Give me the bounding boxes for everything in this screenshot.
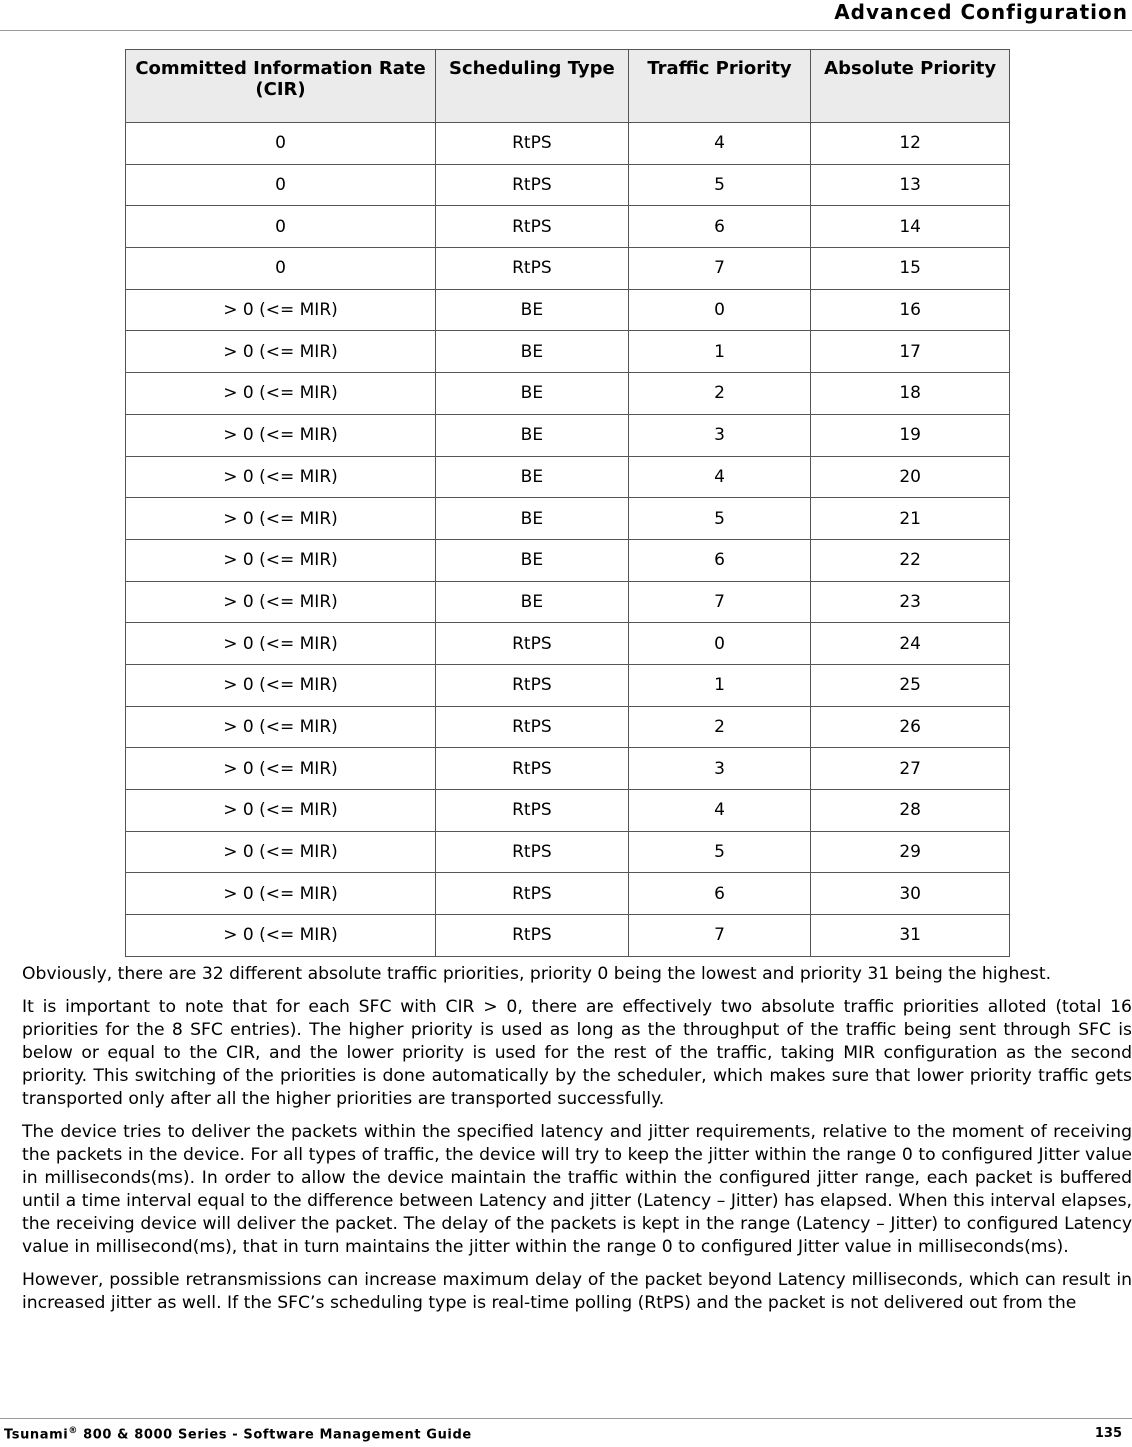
cell-traffic-priority: 5 — [628, 831, 811, 873]
table-row — [126, 748, 1010, 790]
table-row — [126, 373, 1010, 415]
cell-cir: > 0 (<= MIR) — [126, 915, 436, 957]
cell-scheduling-type: BE — [436, 581, 629, 623]
table-header-row — [126, 50, 1010, 123]
cell-scheduling-type: RtPS — [436, 164, 629, 206]
cell-scheduling-type: BE — [436, 414, 629, 456]
table-row — [126, 581, 1010, 623]
footer-guide-title — [4, 1426, 472, 1442]
cell-absolute-priority: 12 — [811, 123, 1010, 165]
page-section-title: Advanced Configuration — [834, 0, 1128, 24]
cell-scheduling-type: RtPS — [436, 748, 629, 790]
cell-absolute-priority: 16 — [811, 289, 1010, 331]
table-row — [126, 539, 1010, 581]
table-row — [126, 123, 1010, 165]
cell-absolute-priority: 31 — [811, 915, 1010, 957]
cell-cir: > 0 (<= MIR) — [126, 289, 436, 331]
body-text — [22, 963, 1132, 1325]
cell-traffic-priority: 7 — [628, 248, 811, 290]
registered-mark: ® — [68, 1426, 78, 1436]
cell-absolute-priority: 28 — [811, 790, 1010, 832]
paragraph-priority-count: Obviously, there are 32 different absolute traffic priorities, priority 0 being the lowest and priority 31 being the highest. — [22, 964, 1052, 984]
footer-divider — [0, 1418, 1132, 1419]
cell-traffic-priority: 1 — [628, 664, 811, 706]
table-row — [126, 790, 1010, 832]
table-row — [126, 873, 1010, 915]
table-row — [126, 331, 1010, 373]
cell-traffic-priority: 7 — [628, 915, 811, 957]
cell-traffic-priority: 3 — [628, 414, 811, 456]
cell-cir: 0 — [126, 206, 436, 248]
header-cir: Committed Information Rate (CIR) — [126, 50, 436, 123]
cell-cir: 0 — [126, 123, 436, 165]
cell-scheduling-type: BE — [436, 498, 629, 540]
table-row — [126, 623, 1010, 665]
cell-cir: > 0 (<= MIR) — [126, 331, 436, 373]
cell-cir: > 0 (<= MIR) — [126, 414, 436, 456]
cell-traffic-priority: 0 — [628, 289, 811, 331]
cell-scheduling-type: BE — [436, 331, 629, 373]
cell-scheduling-type: BE — [436, 539, 629, 581]
cell-cir: > 0 (<= MIR) — [126, 498, 436, 540]
table-row — [126, 164, 1010, 206]
cell-scheduling-type: RtPS — [436, 248, 629, 290]
cell-scheduling-type: RtPS — [436, 831, 629, 873]
header-absolute-priority: Absolute Priority — [811, 50, 1010, 123]
cell-cir: > 0 (<= MIR) — [126, 706, 436, 748]
cell-scheduling-type: RtPS — [436, 623, 629, 665]
cell-traffic-priority: 2 — [628, 706, 811, 748]
cell-absolute-priority: 13 — [811, 164, 1010, 206]
cell-scheduling-type: RtPS — [436, 790, 629, 832]
cell-traffic-priority: 5 — [628, 164, 811, 206]
table-row — [126, 706, 1010, 748]
cell-scheduling-type: RtPS — [436, 206, 629, 248]
cell-absolute-priority: 21 — [811, 498, 1010, 540]
cell-scheduling-type: RtPS — [436, 915, 629, 957]
cell-cir: > 0 (<= MIR) — [126, 456, 436, 498]
table-row — [126, 289, 1010, 331]
cell-absolute-priority: 15 — [811, 248, 1010, 290]
cell-absolute-priority: 29 — [811, 831, 1010, 873]
cell-cir: > 0 (<= MIR) — [126, 790, 436, 832]
cell-absolute-priority: 17 — [811, 331, 1010, 373]
table-row — [126, 831, 1010, 873]
cell-traffic-priority: 0 — [628, 623, 811, 665]
cell-cir: > 0 (<= MIR) — [126, 623, 436, 665]
table-row — [126, 664, 1010, 706]
paragraph-latency-jitter: The device tries to deliver the packets within the specified latency and jitter requirements, relative to the moment of receiving the packets in the device. For all types of traffic, the device will try to keep the jitter within the range 0 to configured Jitter value in milliseconds(ms). In order to allow the device maintain the traffic within the configured jitter range, each packet is buffered until a time interval equal to the difference between Latency and jitter (Latency – Jitter) has elapsed. When this interval elapses, the receiving device will deliver the packet. The delay of the packets is kept in the range (Latency – Jitter) to configured Latency value in millisecond(ms), that in turn maintains the jitter within the range 0 to configured Jitter value in milliseconds(ms). — [22, 1122, 1132, 1257]
header-divider — [0, 30, 1132, 31]
cell-traffic-priority: 6 — [628, 539, 811, 581]
cell-scheduling-type: RtPS — [436, 706, 629, 748]
cell-cir: > 0 (<= MIR) — [126, 664, 436, 706]
cell-absolute-priority: 30 — [811, 873, 1010, 915]
cell-cir: > 0 (<= MIR) — [126, 539, 436, 581]
cell-traffic-priority: 5 — [628, 498, 811, 540]
header-scheduling-type: Scheduling Type — [436, 50, 629, 123]
cell-scheduling-type: RtPS — [436, 664, 629, 706]
cell-cir: 0 — [126, 164, 436, 206]
cell-traffic-priority: 6 — [628, 873, 811, 915]
cell-traffic-priority: 4 — [628, 790, 811, 832]
cell-absolute-priority: 23 — [811, 581, 1010, 623]
paragraph-retransmissions: However, possible retransmissions can increase maximum delay of the packet beyond Latency milliseconds, which can result in increased jitter as well. If the SFC’s scheduling type is real-time polling (RtPS) and the packet is not delivered out from the — [22, 1270, 1132, 1313]
cell-traffic-priority: 2 — [628, 373, 811, 415]
cell-absolute-priority: 22 — [811, 539, 1010, 581]
cell-traffic-priority: 1 — [628, 331, 811, 373]
cell-absolute-priority: 26 — [811, 706, 1010, 748]
paragraph-cir-priorities: It is important to note that for each SFC with CIR > 0, there are effectively two absolute traffic priorities alloted (total 16 priorities for the 8 SFC entries). The higher priority is used as long as the throughput of the traffic being sent through SFC is below or equal to the CIR, and the lower priority is used for the rest of the traffic, taking MIR configuration as the second priority. This switching of the priorities is done automatically by the scheduler, which makes sure that lower priority traffic gets transported only after all the higher priorities are transported successfully. — [22, 997, 1132, 1109]
cell-scheduling-type: BE — [436, 373, 629, 415]
footer-brand: Tsunami — [4, 1427, 69, 1443]
cell-cir: > 0 (<= MIR) — [126, 873, 436, 915]
cell-absolute-priority: 24 — [811, 623, 1010, 665]
cell-scheduling-type: BE — [436, 456, 629, 498]
cell-absolute-priority: 20 — [811, 456, 1010, 498]
cell-traffic-priority: 4 — [628, 456, 811, 498]
cell-traffic-priority: 6 — [628, 206, 811, 248]
table-row — [126, 456, 1010, 498]
cell-traffic-priority: 4 — [628, 123, 811, 165]
cell-cir: > 0 (<= MIR) — [126, 581, 436, 623]
cell-scheduling-type: RtPS — [436, 123, 629, 165]
cell-cir: > 0 (<= MIR) — [126, 831, 436, 873]
cell-absolute-priority: 18 — [811, 373, 1010, 415]
priority-mapping-table — [125, 49, 1010, 957]
cell-cir: 0 — [126, 248, 436, 290]
cell-scheduling-type: BE — [436, 289, 629, 331]
cell-absolute-priority: 14 — [811, 206, 1010, 248]
cell-cir: > 0 (<= MIR) — [126, 748, 436, 790]
footer-guide-name: 800 & 8000 Series - Software Management Guide — [77, 1427, 472, 1443]
cell-cir: > 0 (<= MIR) — [126, 373, 436, 415]
table-row — [126, 498, 1010, 540]
header-traffic-priority: Traffic Priority — [628, 50, 811, 123]
table-row — [126, 414, 1010, 456]
cell-scheduling-type: RtPS — [436, 873, 629, 915]
cell-traffic-priority: 3 — [628, 748, 811, 790]
table-row — [126, 915, 1010, 957]
cell-absolute-priority: 19 — [811, 414, 1010, 456]
table-row — [126, 248, 1010, 290]
cell-traffic-priority: 7 — [628, 581, 811, 623]
cell-absolute-priority: 25 — [811, 664, 1010, 706]
table-row — [126, 206, 1010, 248]
cell-absolute-priority: 27 — [811, 748, 1010, 790]
page-number: 135 — [1094, 1426, 1122, 1441]
